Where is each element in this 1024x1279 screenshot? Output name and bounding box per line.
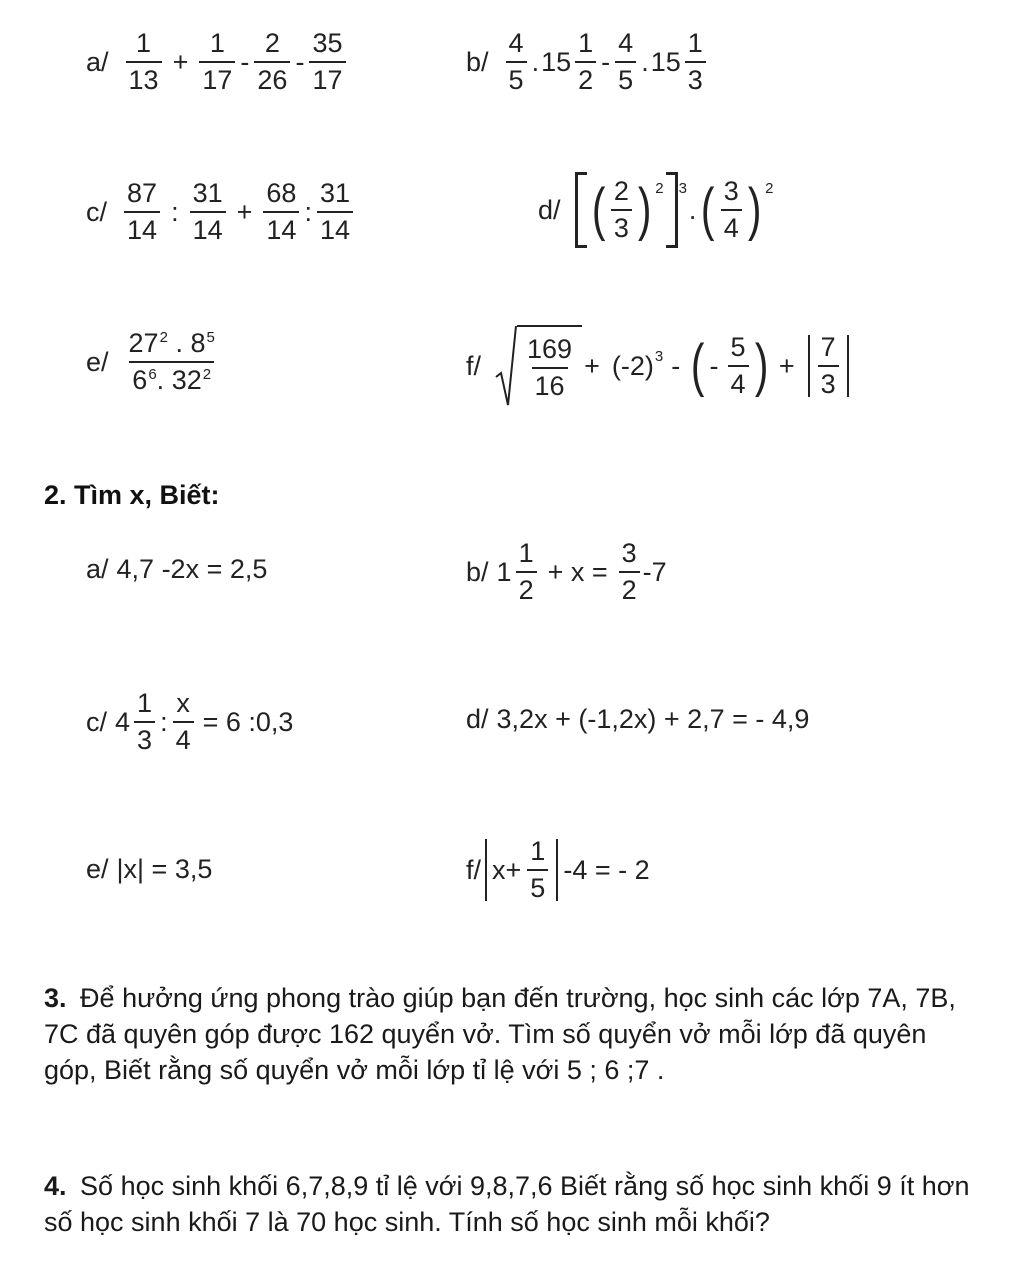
mixed-number: 1 $\frac{1}{2}$ [497,538,540,606]
equation: 3,2x + (-1,2x) + 2,7 = - 4,9 [496,704,810,734]
label-2f: f/ [466,854,482,885]
exercise-2f [466,836,650,904]
label-2a: a/ [86,554,109,584]
operator: - [240,46,250,77]
operator: . [688,194,697,225]
operator: . [531,46,540,77]
operator: + [778,350,795,381]
exercise-1b [466,28,709,96]
operator: - [295,46,305,77]
square-root: $\frac{169}{16}$ [495,325,582,407]
label-1f: f/ [466,350,482,381]
operator: . [641,46,649,77]
abs-bar-right [556,839,558,901]
equation-tail: -4 = - 2 [563,854,650,885]
fraction: $\frac{2}{26}$ [254,28,290,96]
mixed-number: 15 $\frac{1}{2}$ [541,28,599,96]
equation-head: x+ [492,854,522,885]
exponent: 3 [678,179,687,197]
operator: - [601,46,611,77]
label-2e: e/ [86,854,109,884]
problem-number: 4. [44,1171,67,1201]
fraction: $\frac{31}{14}$ [190,178,226,246]
power-fraction: $\frac{27^2 . 8^5}{6^6. 32^2}$ [128,328,215,396]
label-2b: b/ [466,556,489,587]
fraction: $\frac{31}{14}$ [317,178,353,246]
exercise-2a [86,554,267,585]
right-paren: ) [637,177,652,242]
left-paren: ( [691,333,705,398]
equation-tail: -7 [642,556,667,587]
exercise-1e [86,328,221,396]
fraction: $\frac{68}{14}$ [263,178,299,246]
problem-text: Để hưởng ứng phong trào giúp bạn đến trường, học sinh các lớp 7A, 7B, 7C đã quyên góp được 162 quyển vở. Tìm số quyển vở mỗi lớp đã quyên góp, Biết rằng số quyển vở mỗi lớp tỉ lệ với 5 ; 6 ;7 . [44,983,956,1085]
label-1c: c/ [86,196,108,227]
fraction: $\frac{1}{17}$ [199,28,235,96]
fraction: $\frac{5}{4}$ [728,332,749,400]
negative-sign: - [709,350,719,381]
exercise-2e [86,854,212,885]
fraction: $\frac{4}{5}$ [615,28,636,96]
equation-tail: = 6 :0,3 [202,706,294,737]
abs-bar-left [808,335,810,397]
label-1e: e/ [86,346,109,377]
problem-3 [44,980,984,1088]
label-1a: a/ [86,46,109,77]
label-1d: d/ [538,194,561,225]
exercise-2b [466,538,667,606]
exponent: 3 [654,347,664,365]
label-2c: c/ [86,706,108,737]
fraction: $\frac{1}{5}$ [527,836,548,904]
operator: + [584,350,600,381]
fraction: $\frac{3}{4}$ [721,176,742,244]
cropped-top-line [220,0,420,6]
operator: : [171,196,179,227]
fraction: $\frac{x}{4}$ [173,688,194,756]
exponent: 2 [765,179,774,197]
problem-4 [44,1168,984,1240]
left-paren: ( [701,177,715,242]
exercise-1f [466,325,854,407]
section-2-title: 2. Tìm x, Biết: [44,480,220,510]
right-paren: ) [754,333,768,398]
abs-bar-left [485,839,487,901]
problem-number: 3. [44,983,67,1013]
exercise-1c [86,178,356,246]
problem-text: Số học sinh khối 6,7,8,9 tỉ lệ với 9,8,7,6 Biết rằng số học sinh khối 9 ít hơn số học sinh khối 7 là 70 học sinh. Tính số học sinh mỗi khối? [44,1171,970,1237]
operator: : [160,706,168,737]
equation: |x| = 3,5 [116,854,213,884]
abs-bar-right [847,335,849,397]
fraction: $\frac{3}{2}$ [619,538,640,606]
fraction: $\frac{7}{3}$ [818,332,839,400]
radical-sign-icon [495,325,517,407]
equation-middle: + x = [547,556,608,587]
left-paren: ( [591,177,605,242]
fraction: $\frac{87}{14}$ [124,178,160,246]
exercise-1d [538,172,773,248]
fraction: $\frac{35}{17}$ [309,28,345,96]
right-bracket [666,172,678,248]
right-paren: ) [747,177,762,242]
label-1b: b/ [466,46,489,77]
left-bracket [575,172,587,248]
fraction: $\frac{4}{5}$ [506,28,527,96]
exercise-1a [86,28,349,96]
operator: : [304,196,312,227]
exponent: 2 [655,179,664,197]
operator: - [671,350,681,381]
fraction: $\frac{2}{3}$ [611,176,632,244]
operator: + [172,46,189,77]
fraction: $\frac{1}{13}$ [126,28,162,96]
operator: + [236,196,253,227]
mixed-number: 4 $\frac{1}{3}$ [115,688,158,756]
term: (-2) [611,350,654,381]
equation: 4,7 -2x = 2,5 [116,554,268,584]
mixed-number: 15 $\frac{1}{3}$ [651,28,709,96]
exercise-2d [466,704,809,735]
label-2d: d/ [466,704,489,734]
exercise-2c [86,688,293,756]
